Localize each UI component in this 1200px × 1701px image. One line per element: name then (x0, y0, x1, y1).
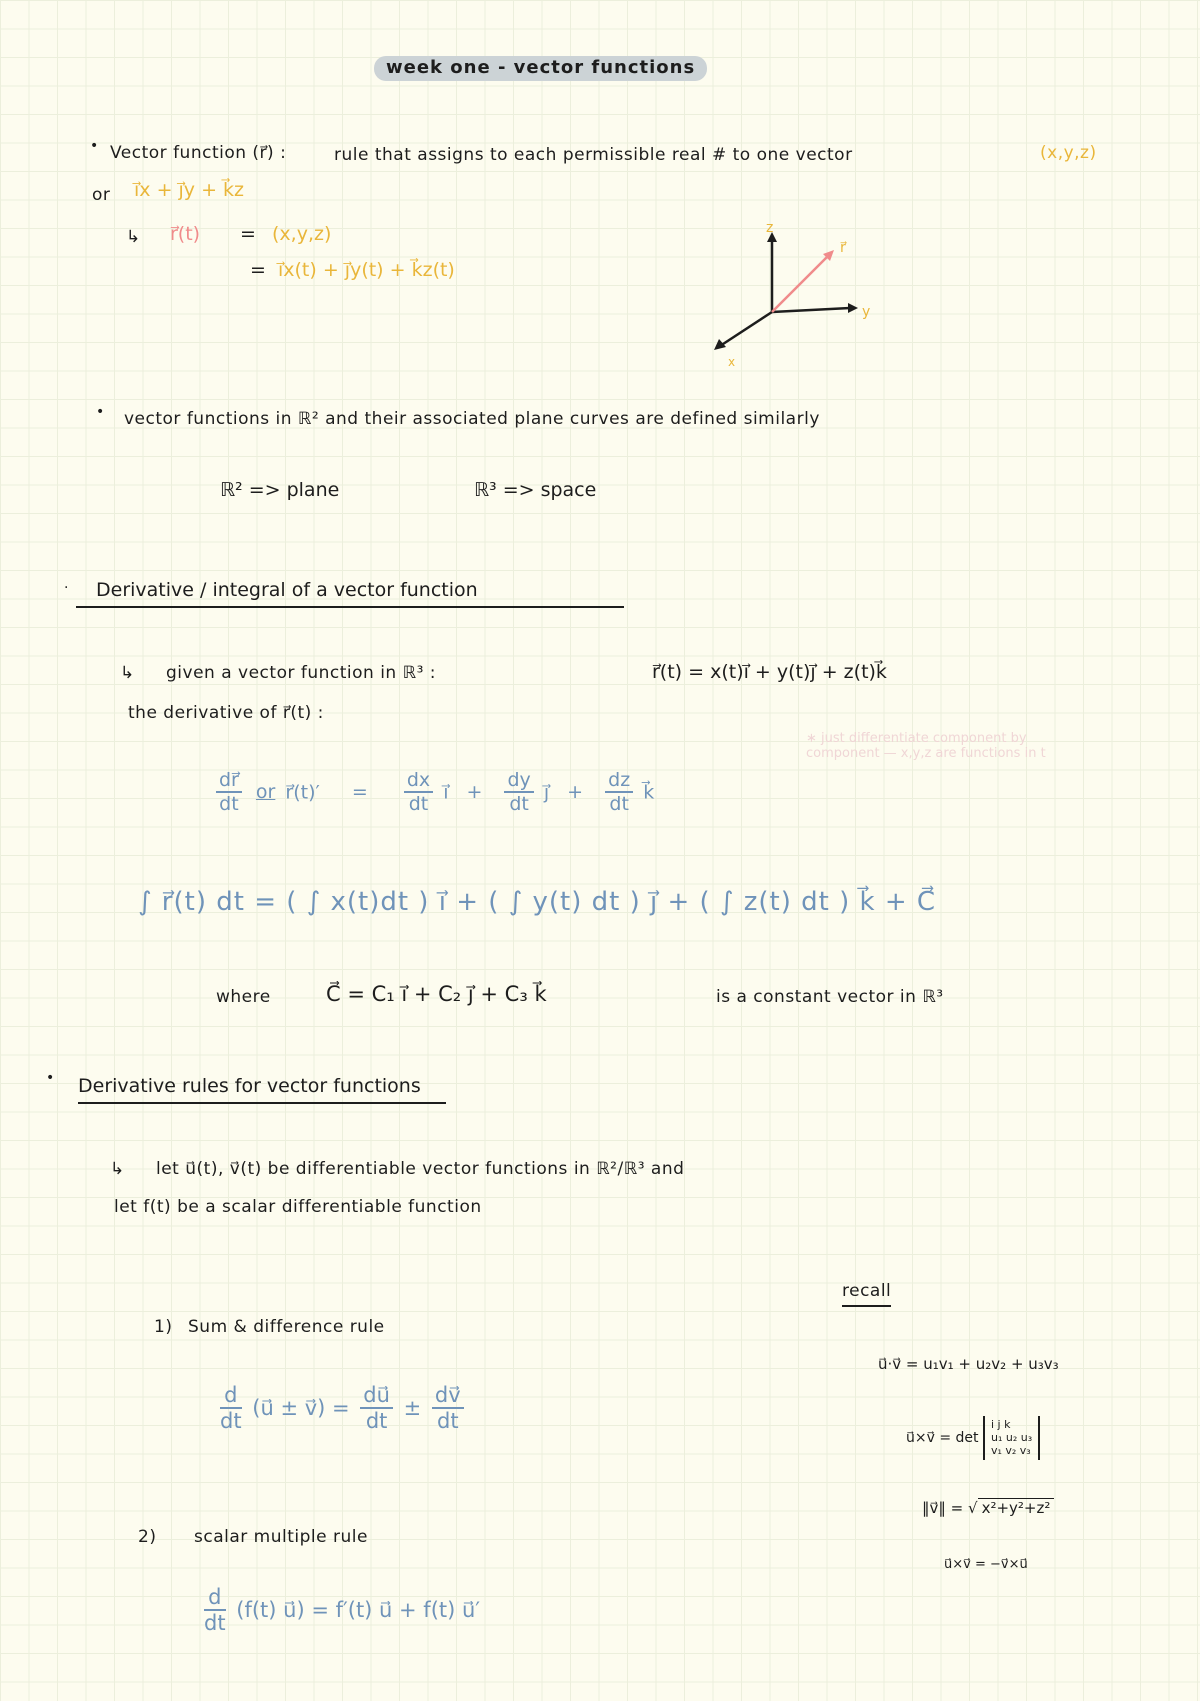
dy-dt-fraction: $\frac{dy}{dt}$ (504, 770, 533, 816)
x-axis (720, 312, 772, 346)
anticommutativity: u⃗×v⃗ = −v⃗×u⃗ (944, 1557, 1028, 1572)
dv-dt-fraction: $\frac{dv⃗}{dt}$ (432, 1384, 464, 1434)
r-of-t: r⃗(t) (170, 223, 201, 245)
k-vector: k⃗ (643, 781, 655, 804)
d-dt-fraction: $\frac{d}{dt}$ (220, 1383, 242, 1434)
arrow-marker: ↳ (110, 1159, 125, 1179)
d-dt-fraction: $\frac{d}{dt}$ (204, 1585, 226, 1636)
r3-space: ℝ³ => space (474, 479, 597, 501)
tuple-xyz: (x,y,z) (1040, 143, 1097, 163)
arrow-marker: ↳ (120, 663, 135, 683)
x-axis-label: x (728, 355, 736, 369)
r2-plane: ℝ² => plane (220, 479, 340, 501)
rule-1-number: 1) (154, 1317, 173, 1337)
j-vector: j⃗ (543, 781, 550, 804)
matrix-row: v₁ v₂ v₃ (990, 1444, 1031, 1458)
derivative-equation (212, 770, 654, 816)
section2-heading: Derivative rules for vector functions (78, 1076, 446, 1104)
sum-rule-equation (216, 1384, 468, 1434)
y-axis-label: y (862, 304, 871, 320)
r-of-t-expression: r⃗(t) = x(t)i⃗ + y(t)j⃗ + z(t)k⃗ (652, 661, 887, 683)
r-vector-label: r⃗ (840, 240, 846, 256)
rule-1-name: Sum & difference rule (188, 1317, 385, 1337)
derivative-of-label: the derivative of r⃗(t) : (128, 703, 324, 723)
norm-radicand: x²+y²+z² (978, 1498, 1055, 1517)
plus-sign: + (567, 781, 584, 804)
equals-1: = (240, 223, 256, 245)
vector-function-definition: rule that assigns to each permissible real # to one vector (334, 145, 853, 165)
bullet-dot: • (90, 138, 99, 154)
cross-product (906, 1416, 1040, 1460)
plus-sign: + (466, 781, 483, 804)
let-statement-2: let f(t) be a scalar differentiable function (114, 1197, 482, 1217)
cross-product-lhs: u⃗×v⃗ = det (906, 1429, 979, 1446)
or-label: or (92, 185, 111, 205)
side-note: ∗ just differentiate component by component — x,y,z are functions in t (806, 731, 1046, 761)
dz-dt-fraction: $\frac{dz}{dt}$ (605, 770, 633, 816)
dot-product: u⃗·v⃗ = u₁v₁ + u₂v₂ + u₃v₃ (878, 1355, 1059, 1373)
y-axis (772, 308, 850, 312)
constant-vector-expression: C⃗ = C₁ i⃗ + C₂ j⃗ + C₃ k⃗ (326, 982, 547, 1006)
or-word: or (255, 781, 276, 804)
scalar-rule-equation (200, 1586, 480, 1636)
given-text: given a vector function in ℝ³ : (166, 663, 437, 683)
r-prime: r⃗(t)′ (285, 781, 320, 804)
matrix-row: u₁ u₂ u₃ (990, 1431, 1033, 1445)
equals-2: = (250, 259, 266, 281)
def-basis-form: i⃗x(t) + j⃗y(t) + k⃗z(t) (278, 259, 455, 281)
where-label: where (216, 987, 271, 1007)
z-axis-label: z (766, 220, 774, 236)
rule-2-number: 2) (138, 1527, 157, 1547)
def-tuple: (x,y,z) (272, 223, 332, 245)
sum-body: (u⃗ ± v⃗) = (252, 1396, 350, 1421)
bullet-dot: • (46, 1070, 55, 1086)
bullet-dot: · (64, 580, 69, 596)
dx-dt-fraction: $\frac{dx}{dt}$ (404, 770, 433, 816)
integral-equation: ∫ r⃗(t) dt = ( ∫ x(t)dt ) i⃗ + ( ∫ y(t) dt ) j⃗ + ( ∫ z(t) dt ) k⃗ + C⃗ (138, 887, 937, 917)
let-statement-1: let u⃗(t), v⃗(t) be differentiable vector functions in ℝ²/ℝ³ and (156, 1159, 685, 1179)
equals-sign: = (351, 781, 368, 804)
plus-minus: ± (403, 1396, 422, 1421)
norm-lhs: ‖v⃗‖ = (922, 1499, 964, 1517)
rule-2-name: scalar multiple rule (194, 1527, 368, 1547)
scalar-body: (f(t) u⃗) = f′(t) u⃗ + f(t) u⃗′ (236, 1598, 481, 1623)
sqrt-sign: √ (968, 1499, 978, 1517)
du-dt-fraction: $\frac{du⃗}{dt}$ (360, 1384, 393, 1434)
section1-heading: Derivative / integral of a vector function (76, 580, 606, 608)
matrix-row: i j k (990, 1418, 1011, 1431)
recall-heading: recall (842, 1282, 891, 1302)
y-arrowhead (848, 303, 858, 313)
vector-function-label: Vector function (r⃗) : (110, 143, 287, 163)
arrow-marker: ↳ (126, 227, 141, 247)
axes-diagram (700, 220, 880, 370)
r2-note: vector functions in ℝ² and their associated plane curves are defined similarly (124, 409, 820, 429)
r-vector (772, 256, 828, 312)
determinant-matrix (983, 1416, 1040, 1460)
i-vector: i⃗ (443, 781, 449, 804)
constant-vector-description: is a constant vector in ℝ³ (716, 987, 944, 1007)
bullet-dot: • (96, 404, 105, 420)
norm-formula (922, 1500, 1054, 1517)
basis-form: i⃗x + j⃗y + k⃗z (134, 179, 245, 201)
page-title: week one - vector functions (374, 56, 707, 81)
dr-dt-fraction: $\frac{dr⃗}{dt}$ (216, 770, 242, 816)
